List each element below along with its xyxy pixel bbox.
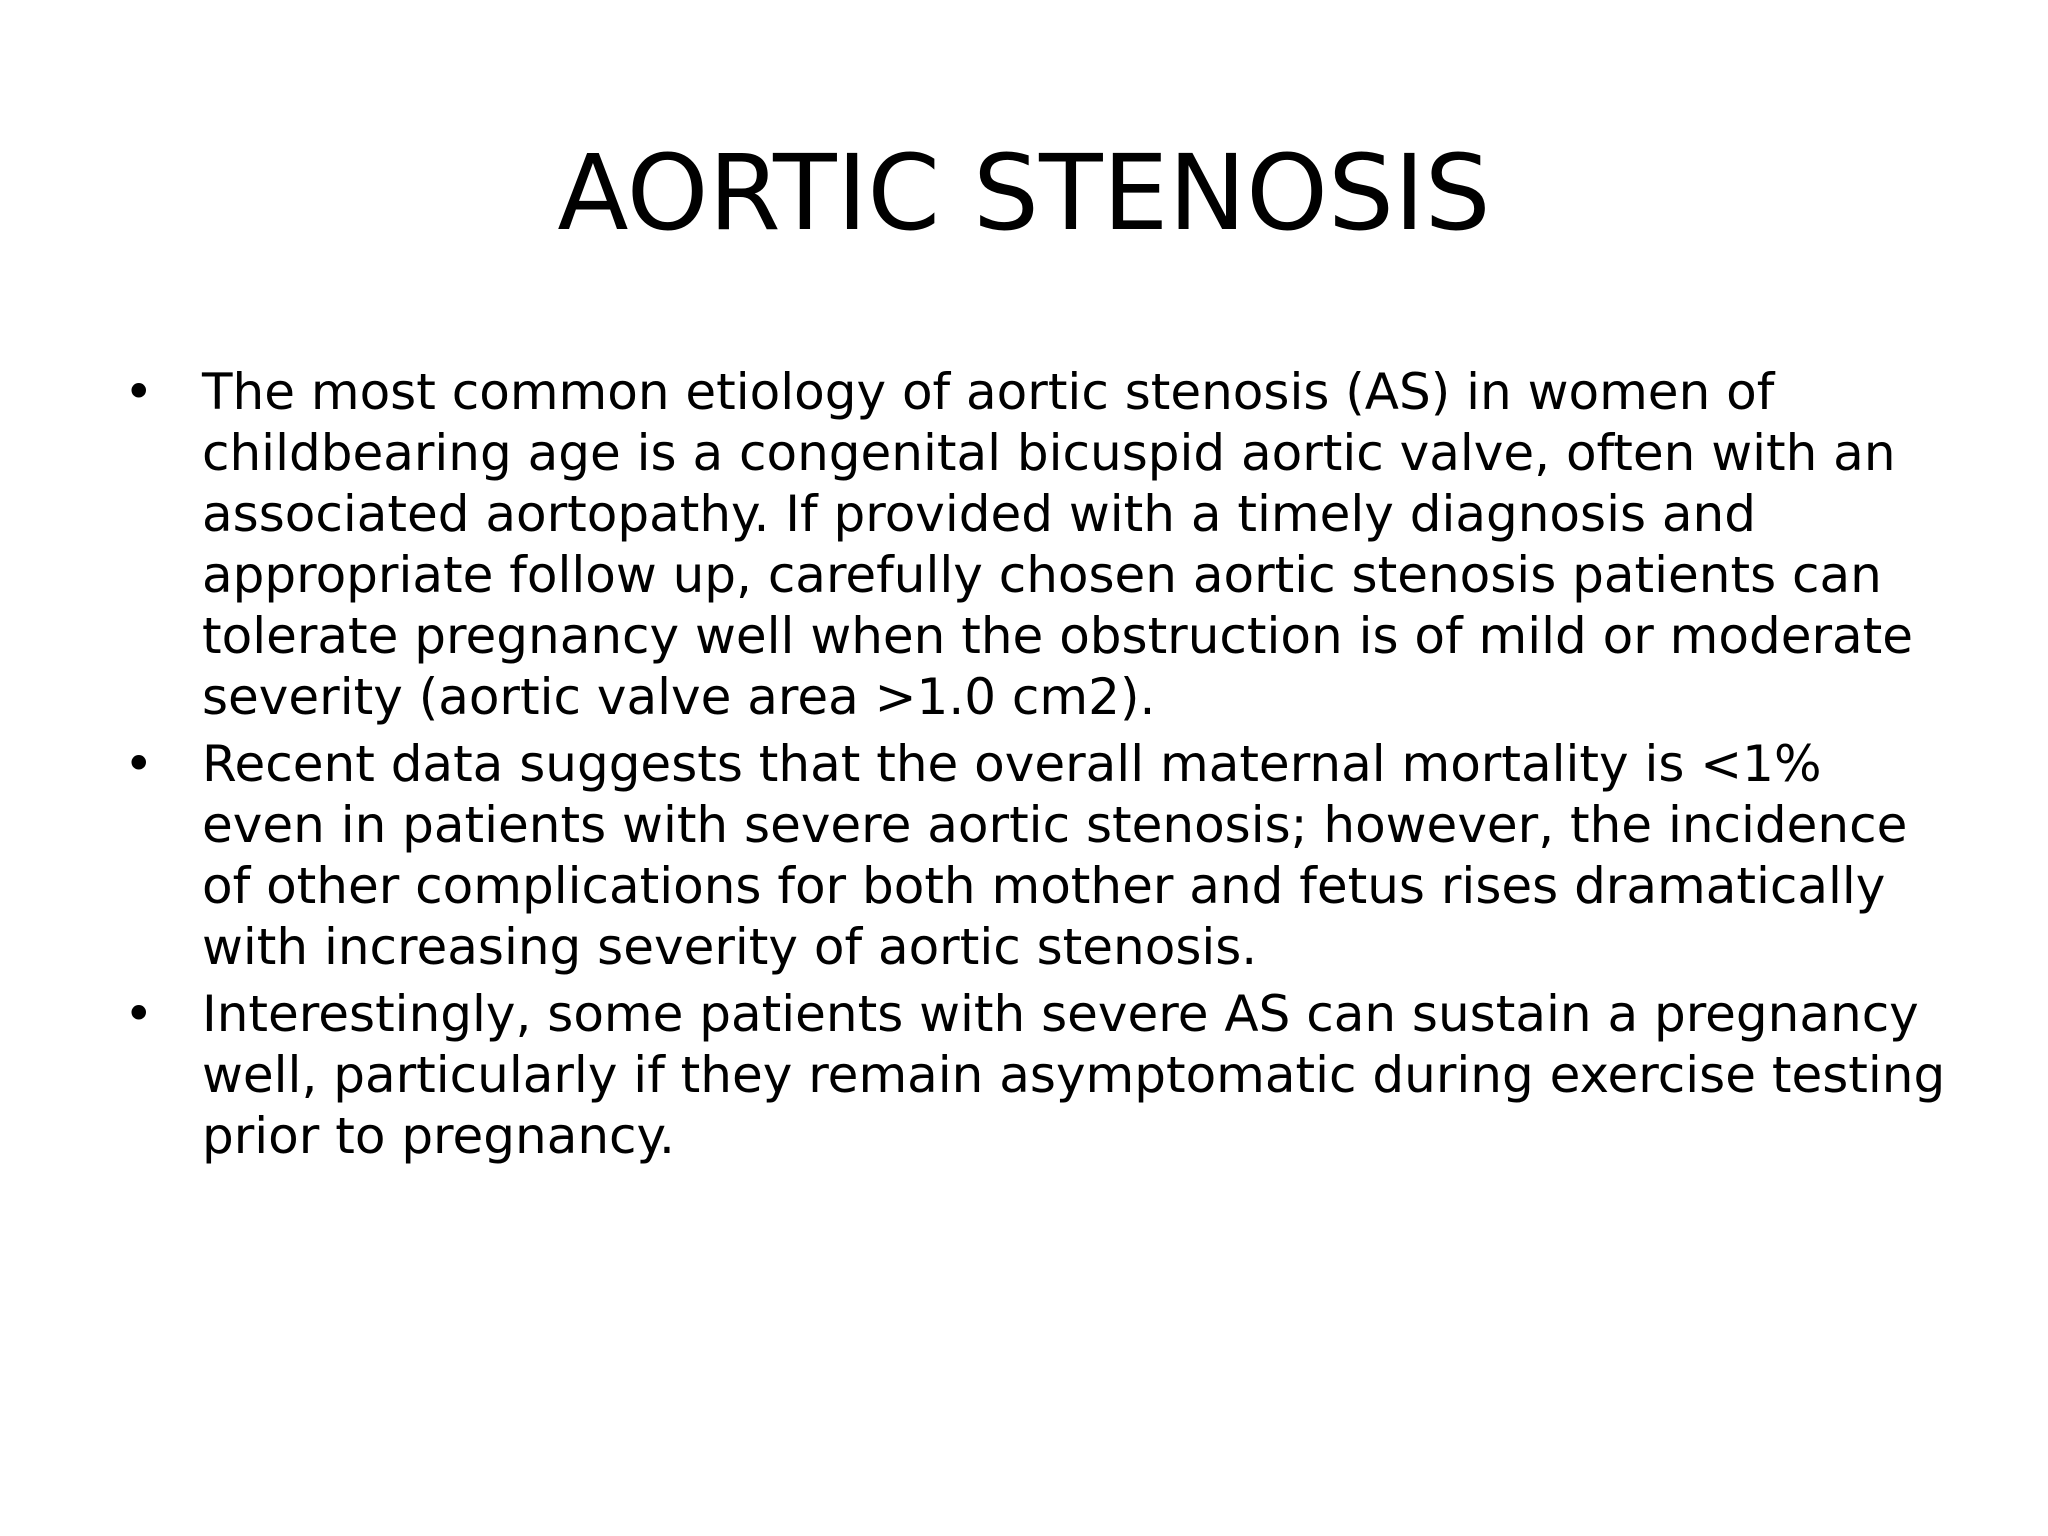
bullet-list	[120, 362, 1950, 1173]
bullet-text: Recent data suggests that the overall maternal mortality is <1% even in patients with severe aortic stenosis; however, the incidence of other complications for both mother and fetus rises dramatically with increasing severity of aortic stenosis.	[202, 735, 1908, 976]
bullet-dot-icon: •	[124, 735, 154, 793]
bullet-dot-icon: •	[124, 985, 154, 1043]
bullet-text: The most common etiology of aortic stenosis (AS) in women of childbearing age is a congenital bicuspid aortic valve, often with an associated aortopathy. If provided with a timely diagnosis and appropriate follow up, carefully chosen aortic stenosis patients can tolerate pregnancy well when the obstruction is of mild or moderate severity (aortic valve area >1.0 cm2).	[202, 363, 1914, 726]
bullet-item	[120, 984, 1950, 1167]
slide-title: AORTIC STENOSIS	[557, 132, 1491, 254]
bullet-item	[120, 362, 1950, 728]
bullet-text: Interestingly, some patients with severe AS can sustain a pregnancy well, particularly if they remain asymptomatic during exercise testing prior to pregnancy.	[202, 985, 1946, 1165]
bullet-dot-icon: •	[124, 363, 154, 421]
bullet-item	[120, 734, 1950, 978]
